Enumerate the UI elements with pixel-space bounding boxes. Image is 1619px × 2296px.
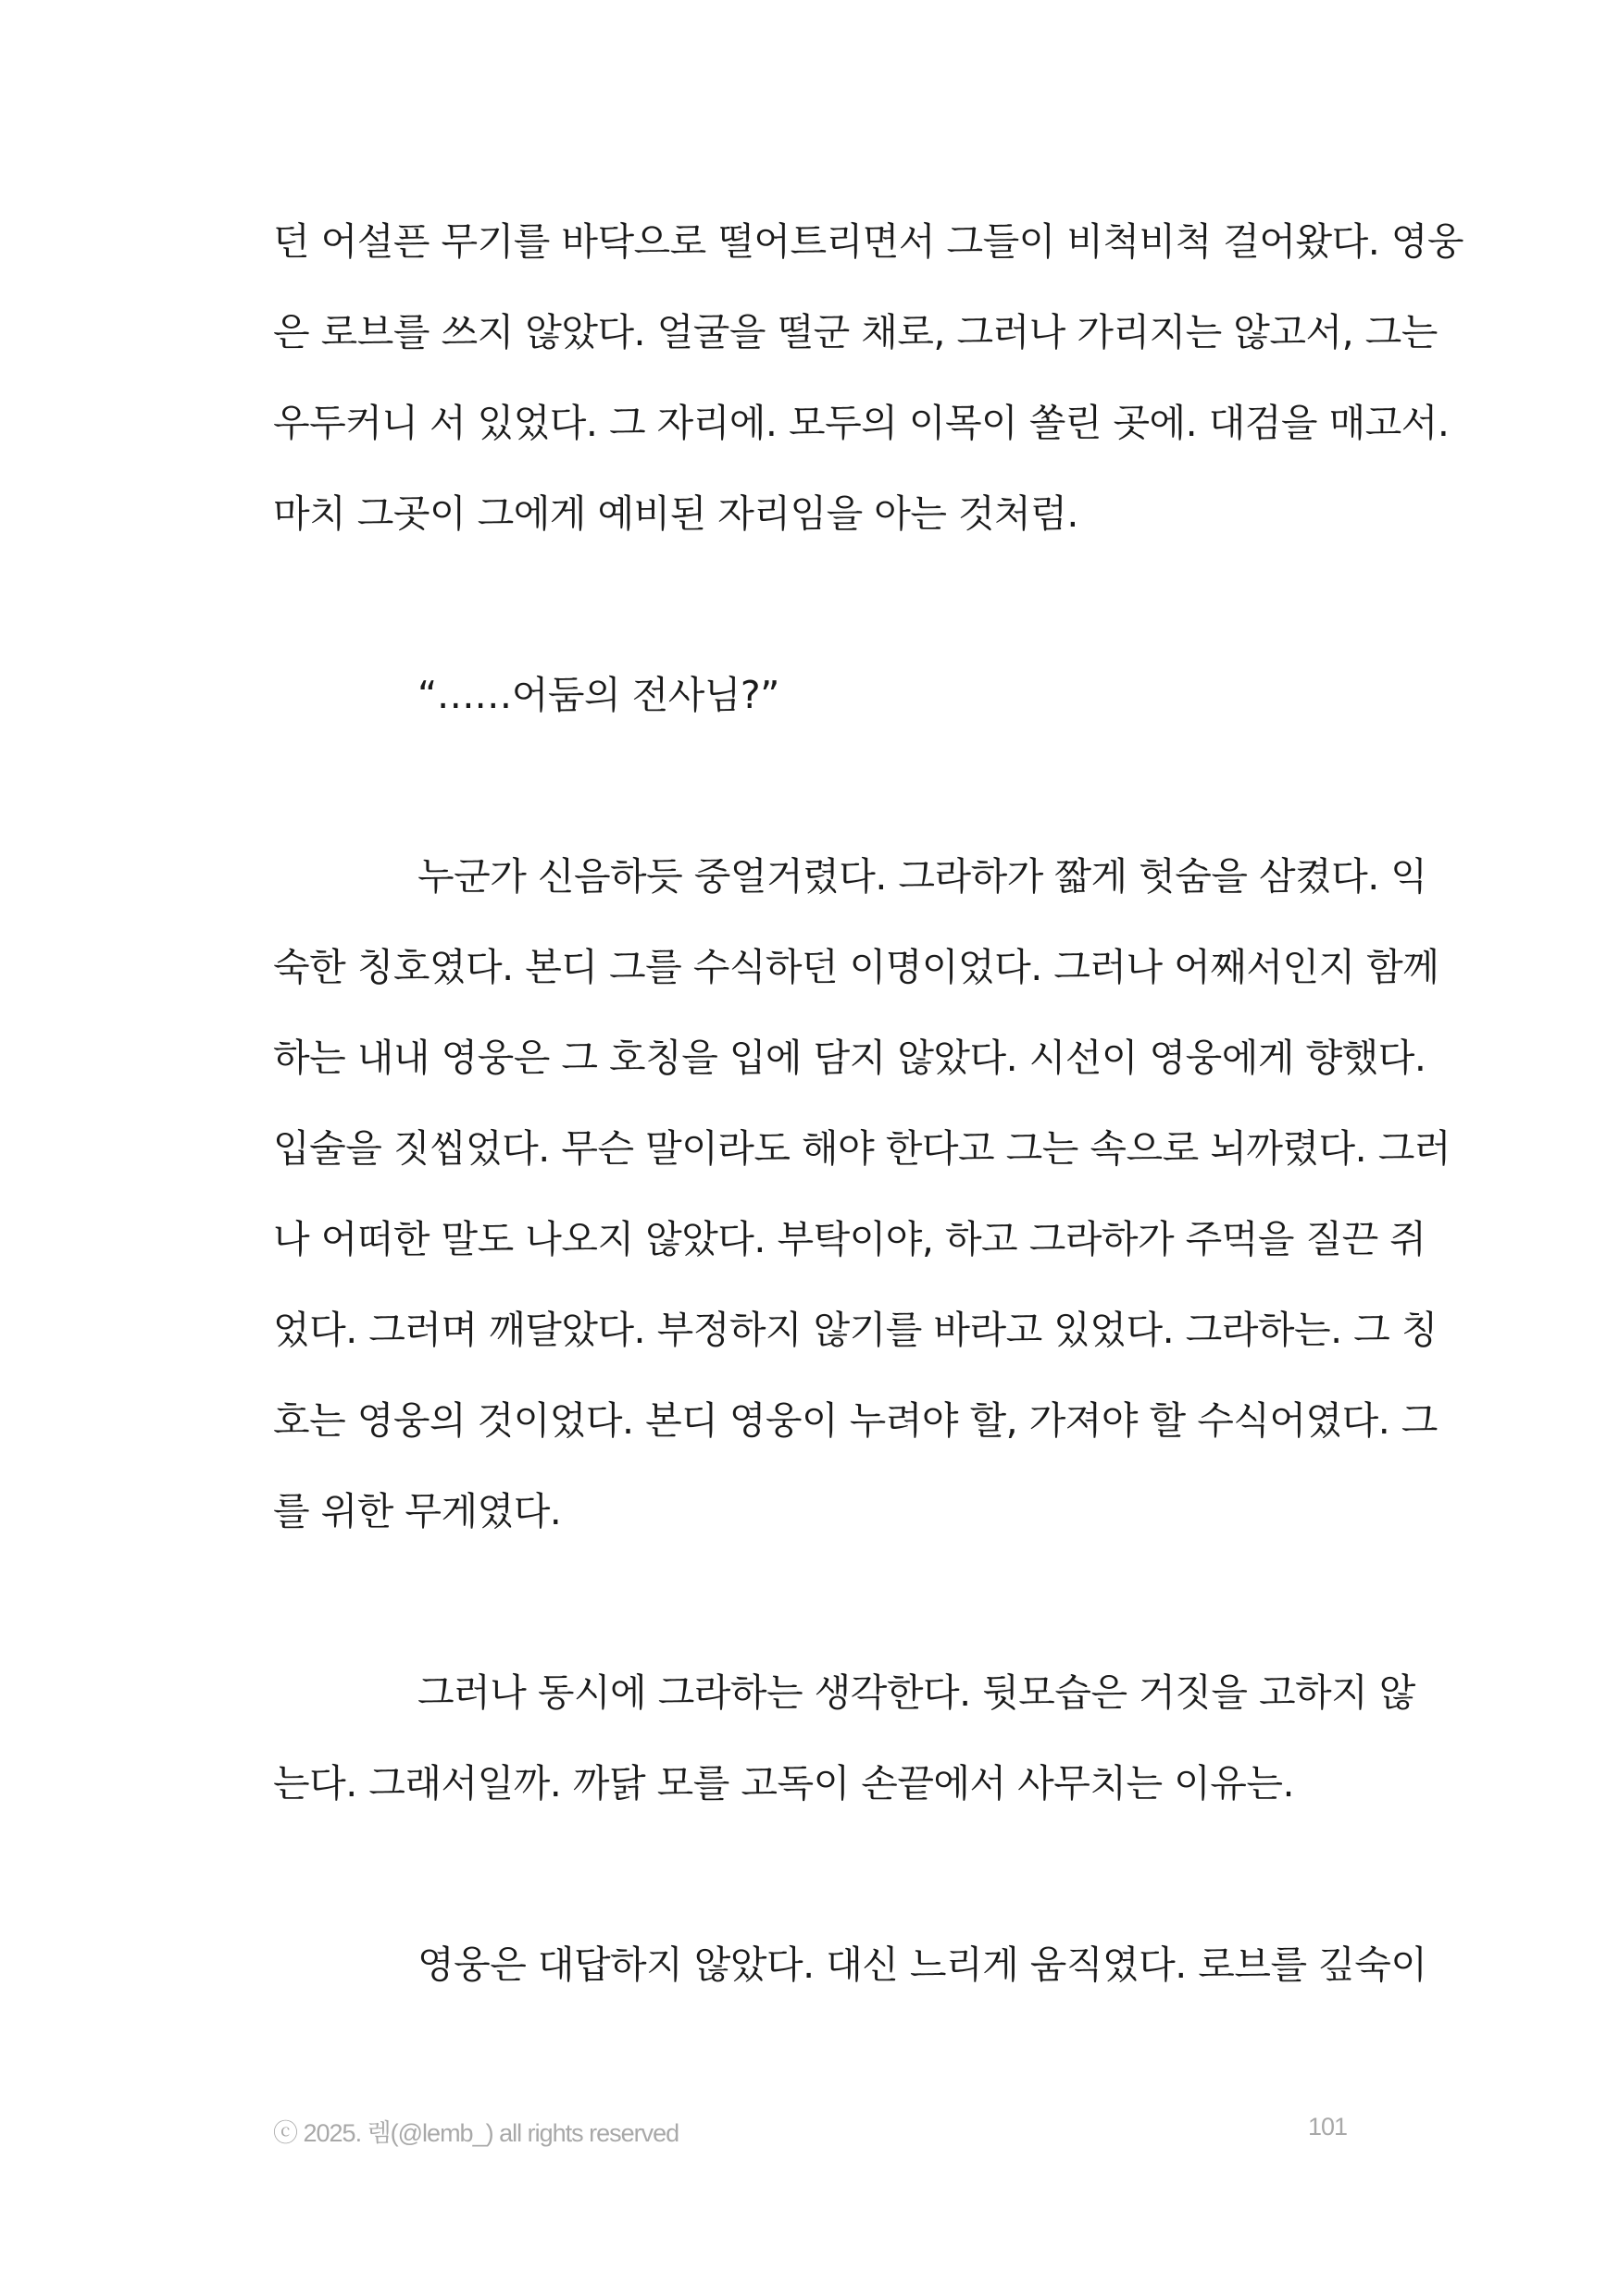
text-line: 는다. 그래서일까. 까닭 모를 고독이 손끝에서 사무치는 이유는. (273, 1761, 1294, 1806)
text-line: 영웅은 대답하지 않았다. 대신 느리게 움직였다. 로브를 깊숙이 (417, 1942, 1427, 1987)
paragraph-gap (273, 1829, 1347, 1919)
dialogue-line: “……어둠의 전사님?” (417, 673, 779, 717)
paragraph (273, 831, 1451, 1557)
text-line: 숙한 칭호였다. 본디 그를 수식하던 이명이었다. 그러나 어째서인지 함께 (273, 945, 1439, 989)
paragraph-gap (273, 740, 1347, 831)
paragraph (273, 1919, 1427, 2010)
text-line: 호는 영웅의 것이었다. 본디 영웅이 누려야 할, 가져야 할 수식어였다. 그 (273, 1398, 1438, 1443)
text-line: 었다. 그러며 깨달았다. 부정하지 않기를 바라고 있었다. 그라하는. 그 칭 (273, 1308, 1438, 1352)
text-line: 를 위한 무게였다. (273, 1489, 562, 1533)
paragraph (273, 196, 1463, 559)
text-line: 나 어떠한 말도 나오지 않았다. 부탁이야, 하고 그라하가 주먹을 질끈 쥐 (273, 1217, 1426, 1261)
text-line: 은 로브를 쓰지 않았다. 얼굴을 떨군 채로, 그러나 가리지는 않고서, 그는 (273, 310, 1438, 354)
text-line: 마치 그곳이 그에게 예비된 자리임을 아는 것처럼. (273, 491, 1078, 536)
page-footer (273, 2113, 1347, 2150)
page-body (273, 196, 1463, 2010)
page-number: 101 (1307, 2113, 1347, 2141)
text-line: 누군가 신음하듯 중얼거렸다. 그라하가 짧게 헛숨을 삼켰다. 익 (417, 854, 1427, 899)
text-line: 우두커니 서 있었다. 그 자리에. 모두의 이목이 쏠린 곳에. 대검을 매고서. (273, 401, 1450, 445)
copyright-notice: ⓒ 2025. 렘(@lemb_) all rights reserved (273, 2119, 679, 2147)
text-line: 던 어설픈 무기를 바닥으로 떨어트리면서 그들이 비척비척 걸어왔다. 영웅 (273, 219, 1463, 264)
dialogue-paragraph (273, 650, 1347, 740)
text-line: 입술을 짓씹었다. 무슨 말이라도 해야 한다고 그는 속으로 뇌까렸다. 그러 (273, 1126, 1451, 1171)
paragraph-gap (273, 559, 1347, 650)
paragraph-gap (273, 1557, 1347, 1647)
text-line: 그러나 동시에 그라하는 생각한다. 뒷모습은 거짓을 고하지 않 (417, 1670, 1415, 1715)
paragraph (273, 1647, 1415, 1829)
text-line: 하는 내내 영웅은 그 호칭을 입에 담지 않았다. 시선이 영웅에게 향했다. (273, 1036, 1426, 1080)
